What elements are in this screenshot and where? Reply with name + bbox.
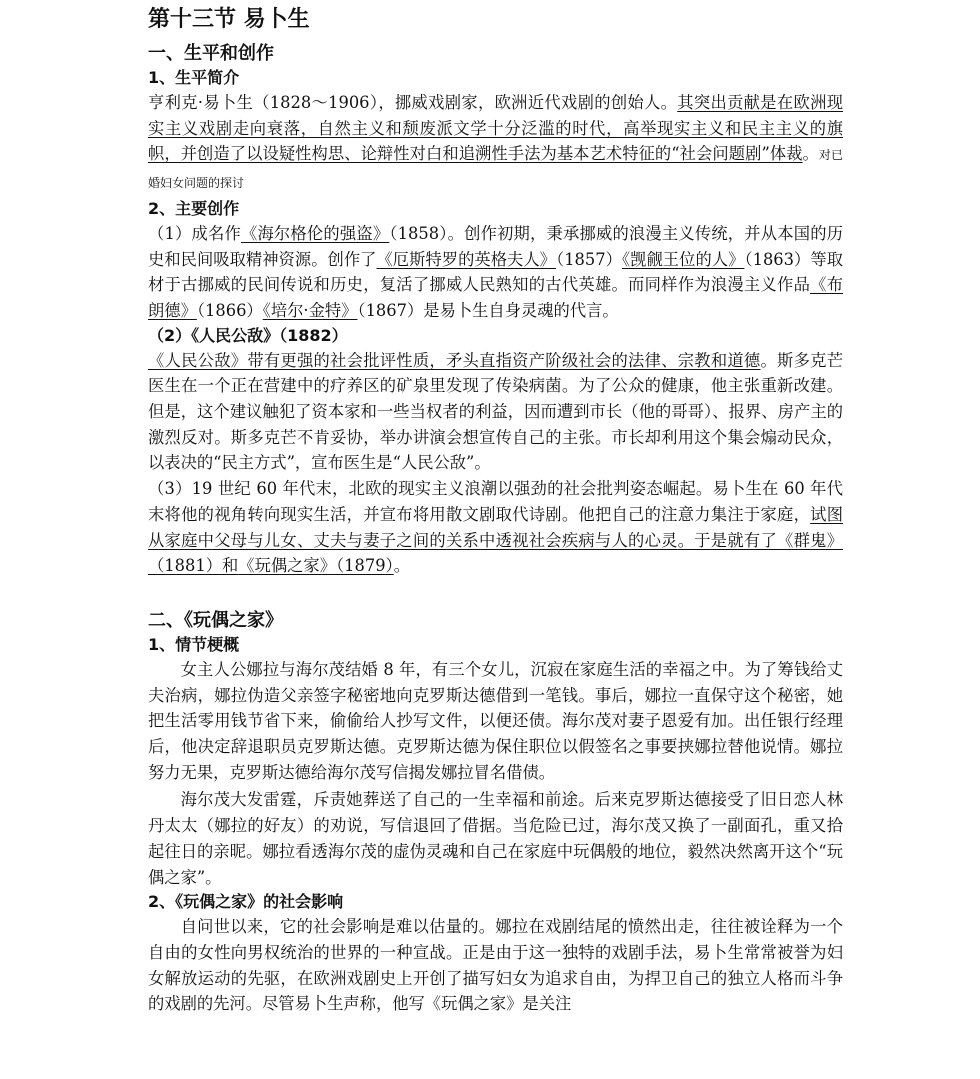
text: （1863）等取材于古挪威的民间传说和历史，复活了挪威人民熟知的古代英雄。而同样作为浪漫主义作品: [148, 249, 843, 295]
section-1-heading: 一、生平和创作: [148, 43, 274, 64]
works-item-2-heading: （2）《人民公敌》（1882）: [148, 325, 348, 345]
work-title: 《布朗德》: [148, 275, 843, 320]
text: 。于是就有了: [677, 530, 778, 550]
works-paragraph-2: [148, 348, 843, 477]
work-title: 《觊觎王位的人》: [621, 249, 745, 269]
underlined-text: 《人民公敌》带有更强的社会批评性质，矛头直指资产阶级社会的法律、宗教和道德: [148, 350, 761, 370]
text: （1）成名作: [148, 223, 241, 243]
bio-punct: 。: [802, 144, 819, 164]
section-2-heading: 二、《玩偶之家》: [148, 609, 283, 631]
subsection-plot-heading: 1、情节梗概: [148, 634, 240, 654]
work-title: 《群鬼》: [777, 530, 843, 550]
impact-paragraph: 自问世以来，它的社会影响是难以估量的。娜拉在戏剧结尾的愤然出走，往往被诠释为一个自由的女性向男权统治的世界的一种宣战。正是由于这一独特的戏剧手法，易卜生常常被誉为妇女解放运动的先驱，在欧洲戏剧史上开创了描写妇女为追求自由，为捍卫自己的独立人格而斗争的戏剧的先河。尽管易卜生声称，他写《玩偶之家》是关注: [148, 917, 843, 1014]
text: 。斯多克芒医生在一个正在营建中的疗养区的矿泉里发现了传染病菌。为了公众的健康，他主张重新改建。但是，这个建议触犯了资本家和一些当权者的利益，因而遭到市长（他的哥哥）、报界、房产主的激烈反对。斯多克芒不肯妥协，举办讲演会想宣传自己的主张。市长却利用这个集会煽动民众，以表决的“民主方式”，宣布医生是“人民公敌”。: [148, 350, 843, 473]
work-title: 《海尔格伦的强盗》: [240, 223, 390, 243]
text: （1858）。创作初期，秉承挪威的浪漫主义传统，并从本国的历史和民间吸取精神资源。创作了: [148, 223, 843, 269]
underlined-text: 试图从家庭中父母与儿女、丈夫与妻子之间的关系中透视社会疾病与人的心灵: [148, 504, 843, 550]
biography-paragraph: [148, 90, 843, 197]
subsection-works-heading: 2、主要创作: [148, 198, 240, 218]
page-title: 第十三节 易卜生: [148, 7, 310, 32]
plot-paragraph-2: 海尔茂大发雷霆，斥责她葬送了自己的一生幸福和前途。后来克罗斯达德接受了旧日恋人林丹太太（娜拉的好友）的劝说，写信退回了借据。当危险已过，海尔茂又换了一副面孔，重又拾起往日的亲昵。娜拉看透海尔茂的虚伪灵魂和自己在家庭中玩偶般的地位，毅然决然离开这个“玩偶之家”。: [148, 790, 843, 887]
works-paragraph-3: [148, 476, 843, 579]
text: （1867）是易卜生自身灵魂的代言。: [357, 300, 619, 320]
section-gap: [148, 579, 843, 609]
work-title: 《玩偶之家》: [238, 556, 336, 576]
plot-paragraph-1: 女主人公娜拉与海尔茂结婚 8 年，有三个女儿，沉寂在家庭生活的幸福之中。为了筹钱给丈夫治病，娜拉伪造父亲签字秘密地向克罗斯达德借到一笔钱。事后，娜拉一直保守这个秘密，她把生活零用钱节省下来，偷偷给人抄写文件，以便还债。海尔茂对妻子恩爱有加。出任银行经理后，他决定辞退职员克罗斯达德。克罗斯达德为保住职位以假签名之事要挟娜拉替他说情。娜拉努力无果，克罗斯达德给海尔茂写信揭发娜拉冒名借债。: [148, 659, 843, 782]
text: （1857）: [556, 249, 622, 269]
text: （1881）和: [148, 556, 239, 576]
works-paragraph-1: [148, 221, 843, 324]
text: （3）19 世纪 60 年代末，北欧的现实主义浪潮以强劲的社会批判姿态崛起。易卜生在 60 年代末将他的视角转向现实生活，并宣布将用散文剧取代诗剧。他把自己的注意力集注于家庭，: [148, 479, 843, 524]
bio-text: 亨利克·易卜生（1828～1906），挪威戏剧家，欧洲近代戏剧的创始人。: [148, 93, 678, 112]
subsection-impact-heading: 2、《玩偶之家》的社会影响: [148, 892, 344, 912]
text: 。: [393, 556, 410, 576]
subsection-biography-heading: 1、生平简介: [148, 68, 240, 87]
handwritten-note: 对已婚妇女问题的探讨: [148, 148, 843, 191]
document-page: [148, 0, 843, 1017]
text: （1879）: [335, 556, 394, 576]
work-title: 《厄斯特罗的英格夫人》: [376, 249, 557, 269]
work-title: 《培尔·金特》: [262, 300, 358, 320]
text: （1866）: [196, 300, 263, 320]
bio-underlined-text: 其突出贡献是在欧洲现实主义戏剧走向衰落，自然主义和颓废派文学十分泛滥的时代，高举现实主义和民主主义的旗帜，并创造了以设疑性构思、论辩性对白和追溯性手法为基本艺术特征的“社会问题剧”体裁: [148, 93, 843, 164]
